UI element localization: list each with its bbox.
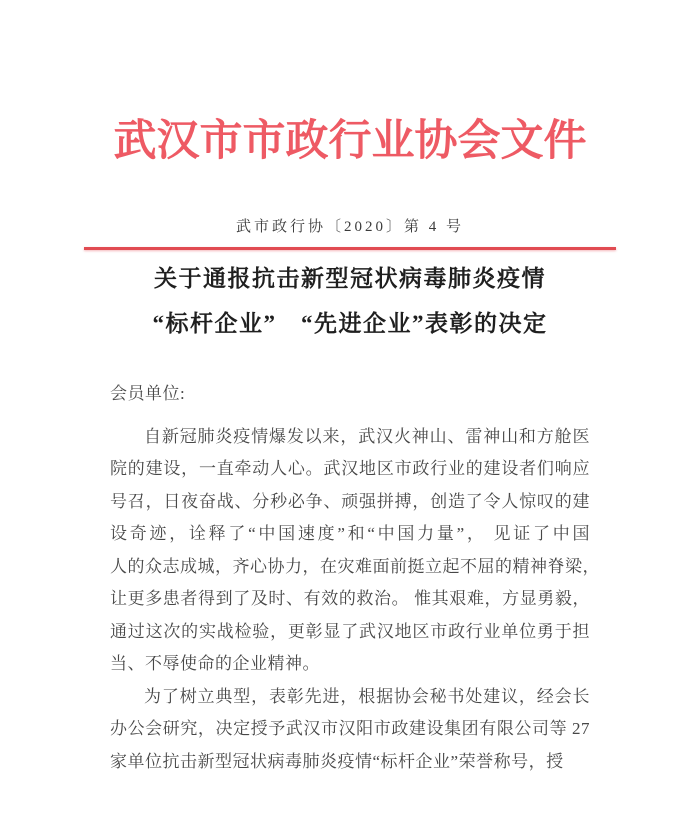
body-line: 家单位抗击新型冠状病毒肺炎疫情“标杆企业”荣誉称号，授 [110,751,564,771]
body-line: 为了树立典型，表彰先进，根据协会秘书处建议，经会长 [144,686,590,706]
document-title-line2: “标杆企业” “先进企业”表彰的决定 [152,311,548,336]
body-line: 号召，日夜奋战、分秒必争、顽强拼搏，创造了令人惊叹的建 [110,491,590,511]
document-masthead: 武汉市市政行业协会文件 [113,118,587,165]
document-number: 武市政行协〔2020〕第 4 号 [235,219,464,235]
body-line: 办公会研究，决定授予武汉市汉阳市政建设集团有限公司等 27 [110,719,590,738]
document-title-line1: 关于通报抗击新型冠状病毒肺炎疫情 [154,266,546,291]
body-line: 设奇迹，诠释了“中国速度”和“中国力量”， 见证了中国 [110,524,590,543]
document-title [0,256,700,346]
salutation: 会员单位: [110,384,186,403]
body-line: 自新冠肺炎疫情爆发以来，武汉火神山、雷神山和方舱医 [144,426,590,446]
body-line: 人的众志成城，齐心协力，在灾难面前挺立起不屈的精神脊梁， [110,556,600,576]
body-line: 通过这次的实战检验，更彰显了武汉地区市政行业单位勇于担 [110,621,590,641]
body-line: 当、不辱使命的企业精神。 [110,654,320,673]
document-body [110,378,600,778]
red-divider-line [84,247,616,250]
paragraphs-container [110,421,600,779]
body-line: 院的建设，一直牵动人心。武汉地区市政行业的建设者们响应 [110,459,590,478]
body-line: 让更多患者得到了及时、有效的救治。 惟其艰难，方显勇毅， [110,589,590,608]
